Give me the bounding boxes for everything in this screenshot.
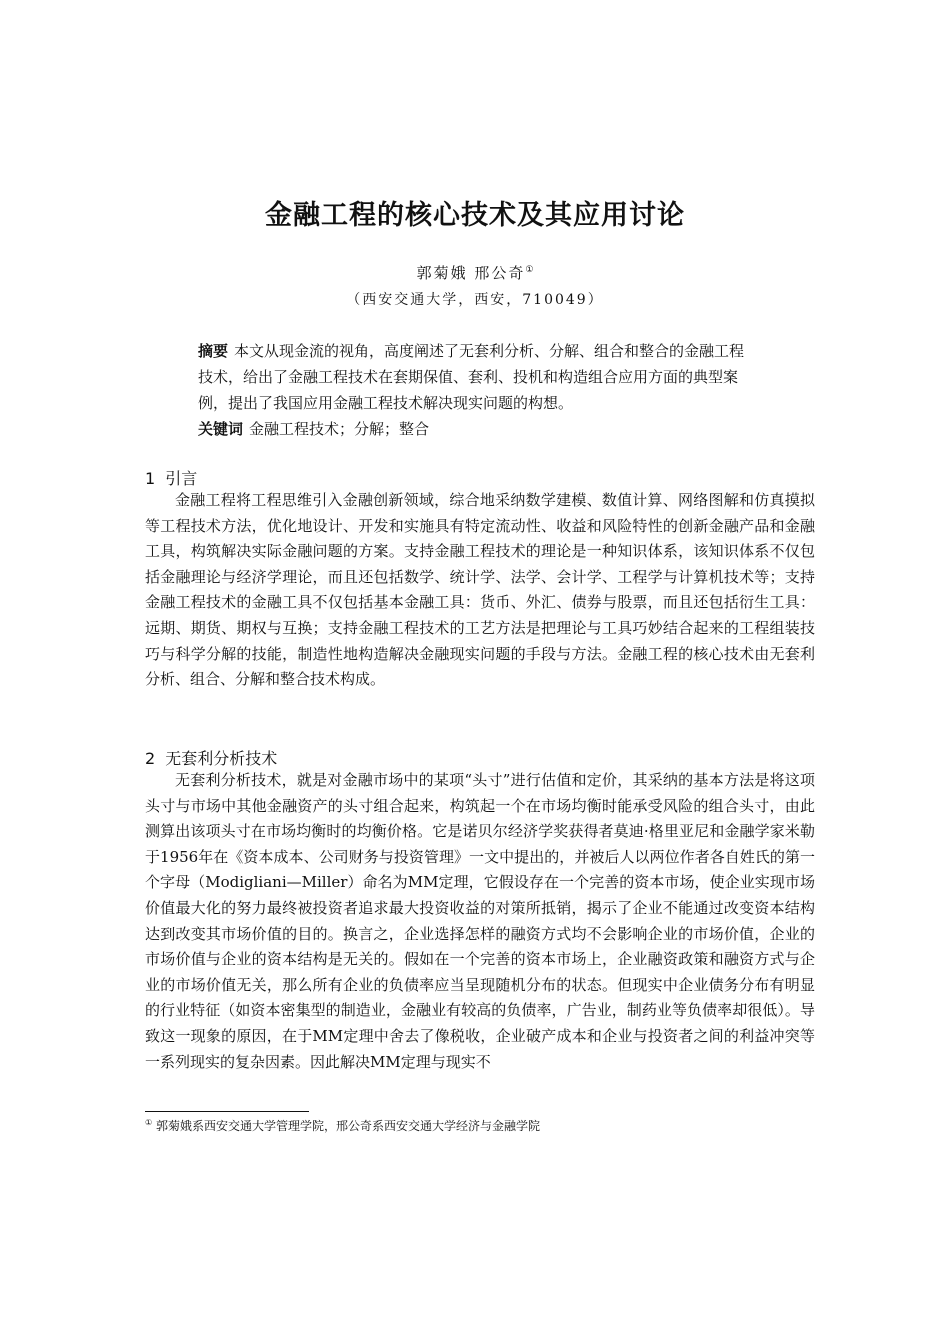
footnote-text: 郭菊娥系西安交通大学管理学院，邢公奇系西安交通大学经济与金融学院 (156, 1119, 541, 1133)
author-footnote-mark: ① (525, 265, 534, 275)
author-names: 郭菊娥 邢公奇 (416, 264, 526, 282)
section-2-heading (145, 746, 277, 769)
section-title: 无套利分析技术 (165, 749, 278, 768)
paper-title: 金融工程的核心技术及其应用讨论 (265, 200, 685, 231)
affiliation: （西安交通大学，西安，710049） (346, 292, 604, 308)
section-number: 2 (145, 749, 156, 768)
footnote (145, 1117, 540, 1134)
abstract-block (198, 338, 758, 442)
section-number: 1 (145, 469, 156, 488)
section-1-heading (145, 466, 197, 489)
abstract-paragraph (198, 338, 758, 416)
footnote-mark: ① (145, 1118, 153, 1127)
section-title: 引言 (165, 469, 198, 488)
section-2-paragraph: 无套利分析技术，就是对金融市场中的某项“头寸”进行估值和定价，其采纳的基本方法是将这项头寸与市场中其他金融资产的头寸组合起来，构筑起一个在市场均衡时能承受风险的组合头寸，由此测算出该项头寸在市场均衡时的均衡价格。它是诺贝尔经济学奖获得者莫迪·格里亚尼和金融学家米勒于1956年在《资本成本、公司财务与投资管理》一文中提出的，并被后人以两位作者各自姓氏的第一个字母（Modigliani—Miller）命名为MM定理，它假设存在一个完善的资本市场，使企业实现市场价值最大化的努力最终被投资者追求最大投资收益的对策所抵销，揭示了企业不能通过改变资本结构达到改变其市场价值的目的。换言之，企业选择怎样的融资方式均不会影响企业的市场价值，企业的市场价值与企业的资本结构是无关的。假如在一个完善的资本市场上，企业融资政策和融资方式与企业的市场价值无关，那么所有企业的负债率应当呈现随机分布的状态。但现实中企业债务分布有明显的行业特征（如资本密集型的制造业，金融业有较高的负债率，广告业，制药业等负债率却很低）。导致这一现象的原因，在于MM定理中舍去了像税收，企业破产成本和企业与投资者之间的利益冲突等一系列现实的复杂因素。因此解决MM定理与现实不 (145, 771, 815, 1071)
footnote-divider (145, 1111, 309, 1112)
author-line (0, 262, 950, 283)
section-1-paragraph: 金融工程将工程思维引入金融创新领域，综合地采纳数学建模、数值计算、网络图解和仿真摸拟等工程技术方法，优化地设计、开发和实施具有特定流动性、收益和风险特性的创新金融产品和金融工具，构筑解决实际金融问题的方案。支持金融工程技术的理论是一种知识体系，该知识体系不仅包括金融理论与经济学理论，而且还包括数学、统计学、法学、会计学、工程学与计算机技术等；支持金融工程技术的金融工具不仅包括基本金融工具：货币、外汇、债券与股票，而且还包括衍生工具：远期、期货、期权与互换；支持金融工程技术的工艺方法是把理论与工具巧妙结合起来的工程组装技巧与科学分解的技能，制造性地构造解决金融现实问题的手段与方法。金融工程的核心技术由无套利分析、组合、分解和整合技术构成。 (145, 491, 815, 689)
keywords-label: 关键词 (198, 420, 244, 438)
keywords-line (198, 416, 758, 442)
abstract-text: 本文从现金流的视角，高度阐述了无套利分析、分解、组合和整合的金融工程技术，给出了金融工程技术在套期保值、套利、投机和构造组合应用方面的典型案例，提出了我国应用金融工程技术解决现实问题的构想。 (198, 342, 745, 412)
abstract-label: 摘要 (198, 342, 229, 360)
keywords-text: 金融工程技术；分解；整合 (249, 420, 430, 438)
